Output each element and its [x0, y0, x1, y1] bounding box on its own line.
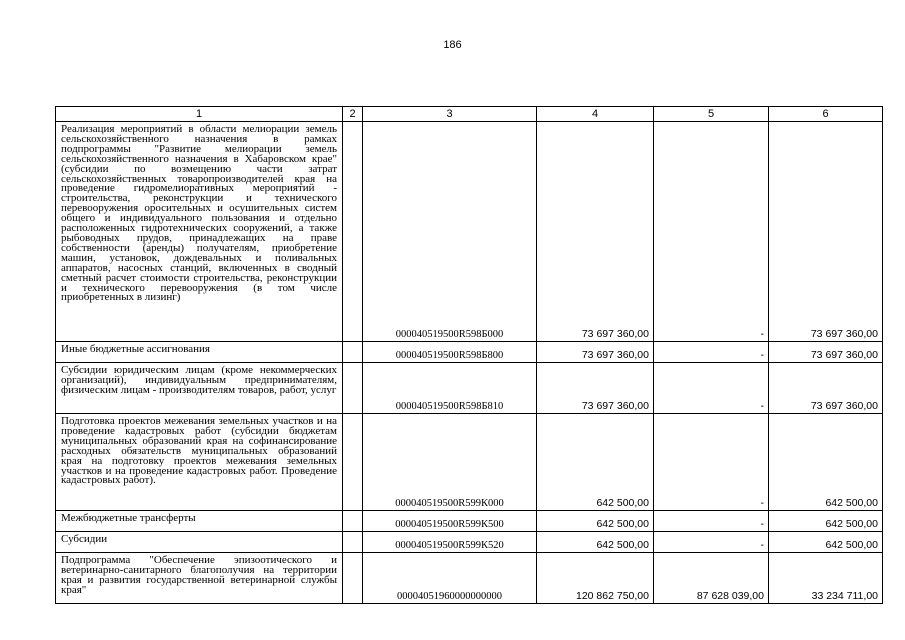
row-col5: -: [654, 122, 769, 342]
row-description: Межбюджетные трансферты: [56, 511, 343, 532]
table-header-row: [56, 107, 883, 122]
table-row: [56, 122, 883, 342]
table-row: [56, 342, 883, 363]
row-col4: 120 862 750,00: [537, 553, 654, 604]
row-col6: 33 234 711,00: [769, 553, 883, 604]
page-number: 186: [443, 39, 462, 51]
row-description: Иные бюджетные ассигнования: [56, 342, 343, 363]
row-col5: -: [654, 532, 769, 553]
row-col5: -: [654, 342, 769, 363]
row-col2: [343, 414, 363, 511]
row-col4: 642 500,00: [537, 414, 654, 511]
row-description: Субсидии: [56, 532, 343, 553]
row-code: 00004051960000000000: [363, 553, 537, 604]
row-col5: -: [654, 363, 769, 414]
row-code: 000040519500R598Б800: [363, 342, 537, 363]
column-header: 2: [343, 107, 363, 122]
row-col6: 642 500,00: [769, 414, 883, 511]
column-header: 6: [769, 107, 883, 122]
row-col2: [343, 553, 363, 604]
column-header: 1: [56, 107, 343, 122]
table-row: [56, 553, 883, 604]
row-col2: [343, 342, 363, 363]
column-header: 3: [363, 107, 537, 122]
row-col6: 73 697 360,00: [769, 363, 883, 414]
table-row: [56, 532, 883, 553]
row-col5: -: [654, 414, 769, 511]
row-description: Реализация мероприятий в области мелиорации земель сельскохозяйственного назначения в рамках подпрограммы "Развитие мелиорации земель сельскохозяйственного назначения в Хабаровском крае" (субсидии по возмещению части затрат сельскохозяйственных товаропроизводителей края на проведение гидромелиоративных мероприятий - строительства, реконструкции и технического перевооружения оросительных и осушительных систем общего и индивидуального пользования и отдельно расположенных гидротехнических сооружений, а также рыбоводных прудов, принадлежащих на праве собственности (аренды) получателям, приобретение машин, установок, дождевальных и поливальных аппаратов, насосных станций, включенных в сводный сметный расчет стоимости строительства, реконструкции и технического перевооружения (в том числе приобретенных в лизинг): [56, 122, 343, 342]
row-col2: [343, 363, 363, 414]
row-col4: 642 500,00: [537, 532, 654, 553]
row-col4: 642 500,00: [537, 511, 654, 532]
row-col4: 73 697 360,00: [537, 342, 654, 363]
budget-table: [55, 106, 883, 604]
row-col6: 642 500,00: [769, 511, 883, 532]
row-description: Подпрограмма "Обеспечение эпизоотического и ветеринарно-санитарного благополучия на территории края и развития государственной ветеринарной службы края": [56, 553, 343, 604]
row-code: 000040519500R599К000: [363, 414, 537, 511]
row-col4: 73 697 360,00: [537, 122, 654, 342]
row-col6: 642 500,00: [769, 532, 883, 553]
row-description: Подготовка проектов межевания земельных участков и на проведение кадастровых работ (субсидии бюджетам муниципальных образований края на софинансирование расходных обязательств муниципальных образований края на подготовку проектов межевания земельных участков и на проведение кадастровых работ. Проведение кадастровых работ).: [56, 414, 343, 511]
row-code: 000040519500R598Б810: [363, 363, 537, 414]
row-code: 000040519500R598Б000: [363, 122, 537, 342]
row-col4: 73 697 360,00: [537, 363, 654, 414]
column-header: 5: [654, 107, 769, 122]
row-description: Субсидии юридическим лицам (кроме некоммерческих организаций), индивидуальным предпринимателям, физическим лицам - производителям товаров, работ, услуг: [56, 363, 343, 414]
row-code: 000040519500R599К520: [363, 532, 537, 553]
row-col6: 73 697 360,00: [769, 342, 883, 363]
column-header: 4: [537, 107, 654, 122]
table-row: [56, 363, 883, 414]
table-row: [56, 414, 883, 511]
row-col2: [343, 532, 363, 553]
row-col5: 87 628 039,00: [654, 553, 769, 604]
row-col2: [343, 122, 363, 342]
table-row: [56, 511, 883, 532]
row-col2: [343, 511, 363, 532]
row-code: 000040519500R599К500: [363, 511, 537, 532]
row-col5: -: [654, 511, 769, 532]
row-col6: 73 697 360,00: [769, 122, 883, 342]
